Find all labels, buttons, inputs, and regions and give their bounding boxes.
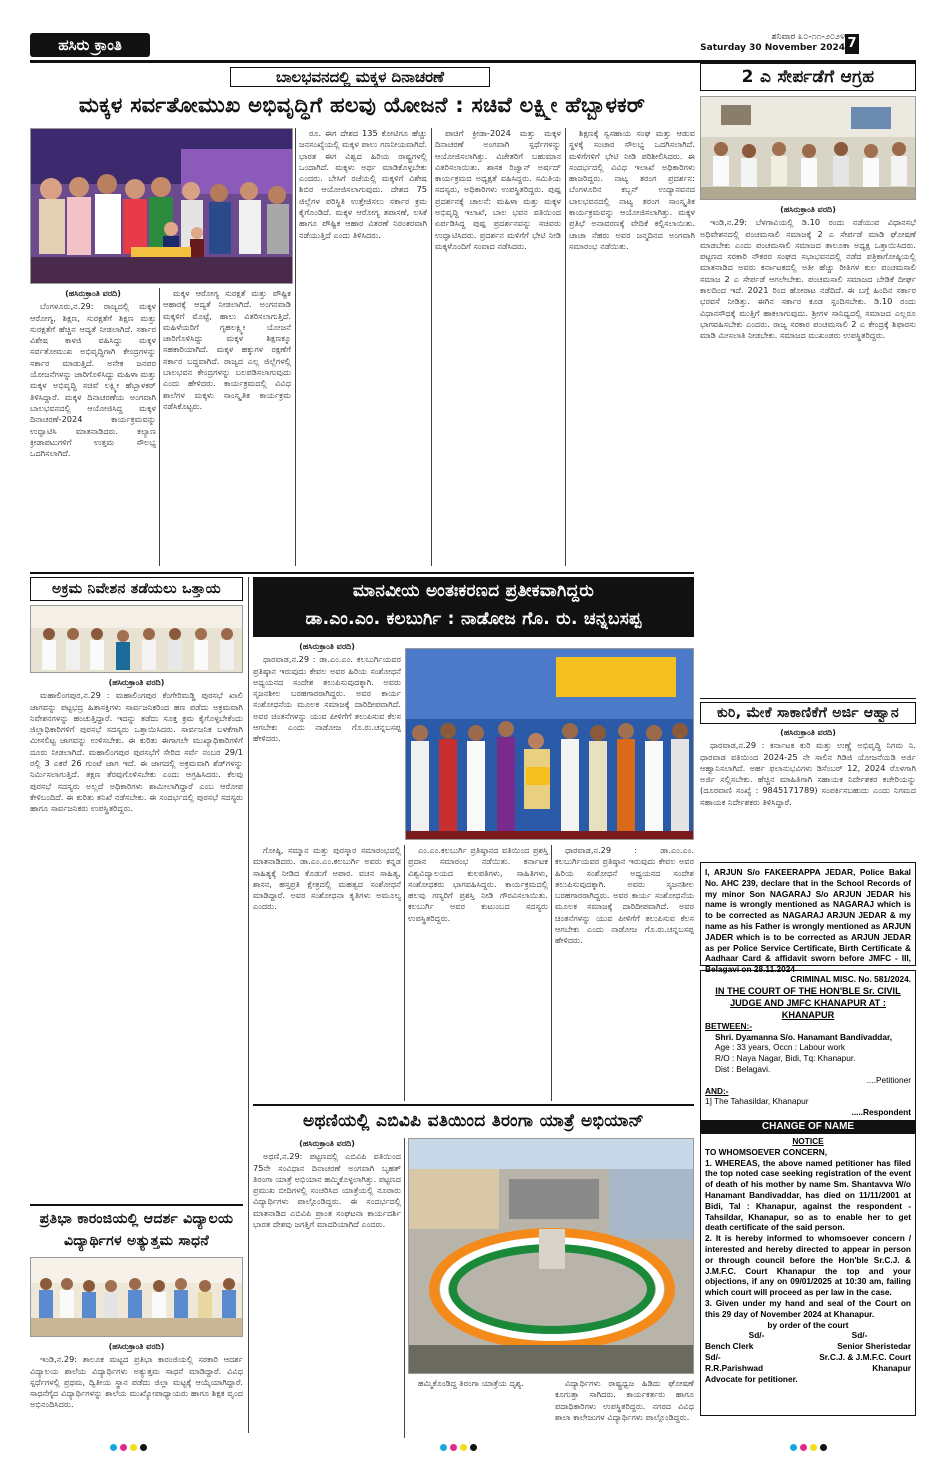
notice-title: NOTICE <box>792 1135 824 1146</box>
talent-photo <box>30 1257 243 1337</box>
notice-to: TO WHOMSOEVER CONCERN, <box>705 1146 828 1157</box>
cyan-dot <box>790 1444 797 1451</box>
magenta-dot <box>450 1444 457 1451</box>
cmyk-dots-center <box>440 1444 477 1451</box>
kalburgi-photo <box>405 648 694 840</box>
respondent-name: 1] The Tahasildar, Khanapur <box>705 1096 809 1107</box>
lead-headline: ಮಕ್ಕಳ ಸರ್ವತೋಮುಖ ಅಭಿವೃದ್ಧಿಗೆ ಹಲವು ಯೋಜನೆ : ಸಚಿವೆ ಲಕ್ಷ್ಮೀ ಹೆಬ್ಬಾಳಕರ್ <box>78 93 646 117</box>
cyan-dot <box>110 1444 117 1451</box>
advocate-label: Advocate for petitioner. <box>705 1373 798 1384</box>
column-rule <box>248 577 249 1433</box>
signatures-row-4 <box>705 1363 911 1374</box>
page-number: 7 <box>845 34 859 54</box>
kalburgi-body-col2 <box>408 845 548 1101</box>
kalburgi-col3-text: ಎಂ.ಎಂ.ಕಲಬುರ್ಗಿ ಪ್ರತಿಷ್ಠಾನದ ವತಿಯಿಂದ ಪ್ರಶಸ್ತಿ ಪ್ರದಾನ ಸಮಾರಂಭ ನಡೆಯಿತು. ಕರ್ನಾಟಕ ವಿಶ್ವವಿದ್ಯಾಲಯದ ಕುಲಪತಿಗಳು, ಸಾಹಿತಿಗಳು, ಸಂಶೋಧಕರು ಭಾಗವಹಿಸಿದ್ದರು. ಕಾರ್ಯಕ್ರಮದಲ್ಲಿ ಹಲವು ಗಣ್ಯರಿಗೆ ಪ್ರಶಸ್ತಿ ನೀಡಿ ಗೌರವಿಸಲಾಯಿತು. ಕಲಬುರ್ಗಿ ಅವರ ಕುಟುಂಬದ ಸದಸ್ಯರು ಉಪಸ್ಥಿತರಿದ್ದರು. <box>408 845 548 923</box>
column-rule <box>295 128 296 566</box>
lead-body-col2 <box>163 288 291 566</box>
lead-body-col4 <box>435 128 561 566</box>
date-kannada: ಶನಿವಾರ ೩೦-೧೧-೨೦೨೪ <box>771 32 845 42</box>
tiranga-col1-text: ಅಥಣಿ,ನ.29: ಪಟ್ಟಣದಲ್ಲಿ ಎಬಿವಿಪಿ ವತಿಯಿಂದ 75ನೇ ಸಂವಿಧಾನ ದಿನಾಚರಣೆ ಅಂಗವಾಗಿ ಬೃಹತ್ ತಿರಂಗಾ ಯಾತ್ರೆ ಅಭಿಯಾನ ಹಮ್ಮಿಕೊಳ್ಳಲಾಗಿತ್ತು. ಪಟ್ಟಣದ ಪ್ರಮುಖ ಬೀದಿಗಳಲ್ಲಿ ಸಂಚರಿಸಿದ ಯಾತ್ರೆಯಲ್ಲಿ ನೂರಾರು ವಿದ್ಯಾರ್ಥಿಗಳು ಪಾಲ್ಗೊಂಡಿದ್ದರು. ಈ ಸಂದರ್ಭದಲ್ಲಿ ಮಾತನಾಡಿದ ಎಬಿವಿಪಿ ಪ್ರಾಂತ ಸಂಘಟನಾ ಕಾರ್ಯದರ್ಶಿ ಭಾರತ ದೇಶವು ಜಗತ್ತಿಗೆ ಮಾದರಿಯಾಗಿದೆ ಎಂದರು. <box>253 1151 401 1230</box>
cmyk-dots-right <box>790 1444 827 1451</box>
award-ceremony-image <box>406 649 694 840</box>
sign-1: Sd/- <box>748 1330 765 1341</box>
lead-kicker: ಬಾಲಭವನದಲ್ಲಿ ಮಕ್ಕಳ ದಿನಾಚರಣೆ <box>230 67 490 87</box>
grievance-headline: 2 ಎ ಸೇರ್ಪಡೆಗೆ ಆಗ್ರಹ <box>700 63 916 91</box>
sheep-credit: (ಹಸಿರುಕ್ರಾಂತಿ ವರದಿ) <box>780 728 836 737</box>
column-rule <box>404 845 405 1101</box>
grievance-photo <box>700 96 916 200</box>
grievance-credit: (ಹಸಿರುಕ್ರಾಂತಿ ವರದಿ) <box>780 205 836 214</box>
newspaper-brand: ಹಸಿರು ಕ್ರಾಂತಿ <box>30 33 150 57</box>
lead-credit: (ಹಸಿರುಕ್ರಾಂತಿ ವರದಿ) <box>65 289 121 298</box>
talent-body <box>30 1341 243 1433</box>
kalburgi-col3b-text: ಧಾರವಾಡ,ನ.29 : ಡಾ.ಎಂ.ಎಂ. ಕಲಬುರ್ಗಿಯವರ ಪ್ರತಿಷ್ಠಾನ ಇರುವುದು ಕೇವಲ ಅವರ ಹಿರಿಯ ಸಂಶೋಧನೆ ಅಧ್ಯಯನದ ಸಂದೇಶ ತಲುಪಿಸುವುದಕ್ಕಾಗಿ. ಅವರು ಸೃಜನಶೀಲ ಬರಹಗಾರರಾಗಿದ್ದರು. ಅವರ ಕಾರ್ಯ ಸಂಶೋಧನೆಯ ಮೂಲಕ ಸಮಾಜಕ್ಕೆ ದಾರಿದೀಪವಾಗಿದೆ. ಅವರ ಚಿಂತನೆಗಳನ್ನು ಯುವ ಪೀಳಿಗೆಗೆ ತಲುಪಿಸುವ ಕೆಲಸ ಆಗಬೇಕು ಎಂದು ನಾಡೋಜ ಗೊ.ರು.ಚನ್ನಬಸಪ್ಪ ಹೇಳಿದರು. <box>555 845 694 946</box>
court-title: IN THE COURT OF THE HON'BLE Sr. CIVIL JUDGE AND JMFC KHANAPUR AT : KHANAPUR <box>715 985 901 1020</box>
court-name: Sr.C.J. & J.M.F.C. Court <box>819 1351 911 1362</box>
grievance-text: ಇಂಡಿ,ನ.29: ಬೆಳಗಾವಿಯಲ್ಲಿ ಡಿ.10 ರಂದು ನಡೆಯುವ ವಿಧಾನಸಭೆ ಅಧಿವೇಶನದಲ್ಲಿ ಪಂಚಮಸಾಲಿ ಸಮಾಜಕ್ಕೆ 2 ಎ ಸೇರ್ಪಡೆ ಮಾಡಿ ಘೋಷಣೆ ಮಾಡಬೇಕು ಎಂದು ಪಂಚಮಸಾಲಿ ಸಮಾಜದ ತಾಲೂಕಾ ಅಧ್ಯಕ್ಷ ಒತ್ತಾಯಿಸಿದರು. ಪಟ್ಟಣದ ಸರಕಾರಿ ನೌಕರರ ಸಂಘದ ಸಭಾಭವನದಲ್ಲಿ ನಡೆದ ಪತ್ರಿಕಾಗೋಷ್ಠಿಯಲ್ಲಿ ಮಾತನಾಡಿದ ಅವರು ಕರ್ನಾಟಕದಲ್ಲಿ ಅತೀ ಹೆಚ್ಚು ರೀತಿಗಳ ಕುಲ ಪಂಚಮಸಾಲಿ ಸಮಾಜ 2 ಎ ಸೇರ್ಪಡೆ ಆಗಲೇಬೇಕು. ಪಂಚಮಸಾಲಿ ಸಮಾಜದ ಬೇಡಿಕೆ ದೀರ್ಘ ಕಾಲದಿಂದ ಇದೆ. 2021 ರಿಂದ ಹೋರಾಟ ನಡೆದಿದೆ. ಈ ಬಗ್ಗೆ ಹಿಂದಿನ ಸರ್ಕಾರ ಭರವಸೆ ನೀಡಿತ್ತು. ಈಗಿನ ಸರ್ಕಾರ ಕೂಡ ಸ್ಪಂದಿಸಬೇಕು. ಡಿ.10 ರಂದು ವಿಧಾನಸೌಧಕ್ಕೆ ಮುತ್ತಿಗೆ ಹಾಕಲಾಗುವುದು. ಶ್ರೀಗಳ ಸಾನಿಧ್ಯದಲ್ಲಿ ಸಮಾಜದ ಎಲ್ಲರೂ ಭಾಗವಹಿಸಬೇಕು ಎಂದರು. ರಾಜ್ಯ ಸರಕಾರ ಪಂಚಮಸಾಲಿ 2 ಎ ಕೇಂದ್ರಕ್ಕೆ ಶಿಫಾರಸು ಮಾಡಿ ಮೀಸಲಾತಿ ನೀಡಬೇಕು. ಸಮಾಜದ ಮುಖಂಡರು ಉಪಸ್ಥಿತರಿದ್ದರು. <box>700 217 916 341</box>
kalburgi-body-col3 <box>555 845 694 1101</box>
children-day-stage-image <box>31 129 293 284</box>
yellow-dot <box>460 1444 467 1451</box>
tiranga-col3-text: ವಿದ್ಯಾರ್ಥಿಗಳು ರಾಷ್ಟ್ರಧ್ವಜ ಹಿಡಿದು ಘೋಷಣೆ ಕೂಗುತ್ತಾ ಸಾಗಿದರು. ಕಾರ್ಯಕರ್ತರು ಹಾಗೂ ಪದಾಧಿಕಾರಿಗಳು ಉಪಸ್ಥಿತರಿದ್ದರು. ನಗರದ ವಿವಿಧ ಶಾಲಾ ಕಾಲೇಜುಗಳ ವಿದ್ಯಾರ್ಥಿಗಳು ಪಾಲ್ಗೊಂಡಿದ್ದರು. <box>555 1378 694 1422</box>
tiranga-rally-aerial-image <box>409 1139 694 1374</box>
column-rule <box>565 128 566 566</box>
talent-credit: (ಹಸಿರುಕ್ರಾಂತಿ ವರದಿ) <box>108 1342 165 1351</box>
advocate-name: R.R.Parishwad <box>705 1362 764 1373</box>
lead-body-col3 <box>299 128 427 566</box>
lead-col2-text: ಮಕ್ಕಳ ಆರೋಗ್ಯ ಸುರಕ್ಷತೆ ಮತ್ತು ಪೌಷ್ಟಿಕ ಆಹಾರಕ್ಕೆ ಆದ್ಯತೆ ನೀಡಲಾಗಿದೆ. ಅಂಗನವಾಡಿ ಮಕ್ಕಳಿಗೆ ಮೊಟ್ಟೆ, ಹಾಲು ವಿತರಿಸಲಾಗುತ್ತಿದೆ. ಮಹಿಳೆಯರಿಗೆ ಗೃಹಲಕ್ಷ್ಮೀ ಯೋಜನೆ ಜಾರಿಗೊಳಿಸಿದ್ದು ಮಕ್ಕಳ ಶಿಕ್ಷಣಕ್ಕೂ ಸಹಕಾರಿಯಾಗಿದೆ. ಮಕ್ಕಳ ಹಕ್ಕುಗಳ ರಕ್ಷಣೆಗೆ ಸರ್ಕಾರ ಬದ್ಧವಾಗಿದೆ. ರಾಜ್ಯದ ಎಲ್ಲ ಜಿಲ್ಲೆಗಳಲ್ಲಿ ಬಾಲಭವನ ಕೇಂದ್ರಗಳನ್ನು ಬಲಪಡಿಸಲಾಗುವುದು ಎಂದು ಹೇಳಿದರು. ಕಾರ್ಯಕ್ರಮದಲ್ಲಿ ವಿವಿಧ ಶಾಲೆಗಳ ಮಕ್ಕಳು ಸಾಂಸ್ಕೃತಿಕ ಕಾರ್ಯಕ್ರಮ ನಡೆಸಿಕೊಟ್ಟರು. <box>163 288 291 411</box>
kalburgi-headline-1: ಮಾನವೀಯ ಅಂತಃಕರಣದ ಪ್ರತೀಕವಾಗಿದ್ದರು <box>352 581 595 601</box>
lead-photo <box>30 128 293 284</box>
date-english: Saturday 30 November 2024 <box>700 43 845 53</box>
lead-col4-text: ಪಾಚಿಗೆ ಕ್ರೀಡಾ-2024 ಮತ್ತು ಮಕ್ಕಳ ದಿನಾಚರಣೆ ಅಂಗವಾಗಿ ಸ್ಪರ್ಧೆಗಳನ್ನು ಆಯೋಜಿಸಲಾಗಿತ್ತು. ವಿಜೇತರಿಗೆ ಬಹುಮಾನ ವಿತರಿಸಲಾಯಿತು. ಶಾಸಕ ರಿಜ್ವಾನ್ ಅರ್ಷದ್ ಕಾರ್ಯಕ್ರಮದ ಅಧ್ಯಕ್ಷತೆ ವಹಿಸಿದ್ದರು. ಸಮಿತಿಯ ಸದಸ್ಯರು, ಅಧಿಕಾರಿಗಳು ಉಪಸ್ಥಿತರಿದ್ದರು. ಪುಷ್ಪ ಪ್ರದರ್ಶನಕ್ಕೆ ಚಾಲನೆ: ಮಹಿಳಾ ಮತ್ತು ಮಕ್ಕಳ ಅಭಿವೃದ್ಧಿ ಇಲಾಖೆ, ಬಾಲ ಭವನ ವತಿಯಿಂದ ಏರ್ಪಡಿಸಿದ್ದ ಪುಷ್ಪ ಪ್ರದರ್ಶನವನ್ನು ಸಚಿವರು ಉದ್ಘಾಟಿಸಿದರು. ಪ್ರದರ್ಶನ ಮಳಿಗೆಗೆ ಭೇಟಿ ನೀಡಿ ಮಕ್ಕಳೊಂದಿಗೆ ಸಂವಾದ ನಡೆಸಿದರು. <box>435 128 561 251</box>
talent-text: ಇಂಡಿ,ನ.29: ತಾಲೂಕ ಮಟ್ಟದ ಪ್ರತಿಭಾ ಕಾರಂಜಿಯಲ್ಲಿ ಸರಕಾರಿ ಆದರ್ಶ ವಿದ್ಯಾಲಯ ಶಾಲೆಯ ವಿದ್ಯಾರ್ಥಿಗಳು ಅತ್ಯುತ್ತಮ ಸಾಧನೆ ಮಾಡಿದ್ದಾರೆ. ವಿವಿಧ ಸ್ಪರ್ಧೆಗಳಲ್ಲಿ ಪ್ರಥಮ, ದ್ವಿತೀಯ ಸ್ಥಾನ ಪಡೆದು ಜಿಲ್ಲಾ ಮಟ್ಟಕ್ಕೆ ಆಯ್ಕೆಯಾಗಿದ್ದಾರೆ. ಸಾಧನೆಗೈದ ವಿದ್ಯಾರ್ಥಿಗಳನ್ನು ಶಾಲೆಯ ಮುಖ್ಯೋಪಾಧ್ಯಾಯರು ಹಾಗೂ ಶಿಕ್ಷಕ ವೃಂದ ಅಭಿನಂದಿಸಿದರು. <box>30 1354 243 1410</box>
kalburgi-body-col1b <box>253 845 401 1101</box>
delegation-image <box>31 606 243 673</box>
tiranga-credit: (ಹಸಿರುಕ್ರಾಂತಿ ವರದಿ) <box>299 1139 355 1148</box>
talent-headline: ಪ್ರತಿಭಾ ಕಾರಂಜಿಯಲ್ಲಿ ಆದರ್ಶ ವಿದ್ಯಾಲಯ ವಿದ್ಯಾರ್ಥಿಗಳ ಅತ್ಯುತ್ತಮ ಸಾಧನೆ <box>39 1211 234 1249</box>
tiranga-body-col1 <box>253 1138 401 1438</box>
lead-col5-text: ಶಿಕ್ಷಣಕ್ಕೆ ಸ್ವಸಹಾಯ ಸಂಘ ಮತ್ತು ಆಡುವ ಸ್ಥಳಕ್ಕೆ ಸಂಚಾರ ಸೌಲಭ್ಯ ಒದಗಿಸಲಾಗಿದೆ. ಮಳಿಗೆಗಳಿಗೆ ಭೇಟಿ ನೀಡಿ ಪರಿಶೀಲಿಸಿದರು. ಈ ಸಂದರ್ಭದಲ್ಲಿ ವಿವಿಧ ಇಲಾಖೆ ಅಧಿಕಾರಿಗಳು ಹಾಜರಿದ್ದರು. ನಾಟ್ಯ ತರಂಗ ಪ್ರದರ್ಶನ: ಬೆಂಗಳೂರಿನ ಕಬ್ಬನ್ ಉದ್ಯಾನವನದ ಬಾಲಭವನದಲ್ಲಿ ನಾಟ್ಯ ತರಂಗ ಸಾಂಸ್ಕೃತಿಕ ಕಾರ್ಯಕ್ರಮವನ್ನು ಆಯೋಜಿಸಲಾಗಿತ್ತು. ಮಕ್ಕಳ ಪ್ರತಿಭೆ ಅನಾವರಣಕ್ಕೆ ವೇದಿಕೆ ಕಲ್ಪಿಸಲಾಯಿತು. ಚಾಚಾ ನೆಹರು ಅವರ ಜನ್ಮದಿನದ ಅಂಗವಾಗಿ ಸಮಾರಂಭ ನಡೆಯಿತು. <box>569 128 695 251</box>
tiranga-body-col2 <box>408 1378 548 1434</box>
column-rule <box>431 128 432 566</box>
change-of-name-text: I, ARJUN S/o FAKEERAPPA JEDAR, Police Bakal No. AHC 239, declare that in the School Records of my minor Son NAGARAJ S/o ARJUN JEDAR his name is wrongly mentioned as NAGARAJ which is to be corrected as NAGARAJ ARJUN JEDAR & my name as his Father is wrongly mentioned as ARJUN JADER which is to be corrected as ARJUN JEDAR as per Police Service Certificate, Birth Certificate & Aadhaar Card & affidavit sworn before JMFC - III, Belagavi on 28.11.2024 <box>705 867 911 975</box>
notice-para-3: 3. Given under my hand and seal of the Court on this 29 day of November 2024 at Khanapur. <box>705 1297 911 1319</box>
yellow-dot <box>810 1444 817 1451</box>
petitioner-age: Age : 33 years, Occn : Labour work <box>715 1042 846 1053</box>
column-rule <box>551 845 552 1101</box>
encroach-photo <box>30 605 243 673</box>
signatures-row-2 <box>705 1341 911 1352</box>
kalburgi-col1-text: ಧಾರವಾಡ,ನ.29 : ಡಾ.ಎಂ.ಎಂ. ಕಲಬುರ್ಗಿಯವರ ಪ್ರತಿಷ್ಠಾನ ಇರುವುದು ಕೇವಲ ಅವರ ಹಿರಿಯ ಸಂಶೋಧನೆ ಅಧ್ಯಯನದ ಸಂದೇಶ ತಲುಪಿಸುವುದಕ್ಕಾಗಿ. ಅವರು ಸೃಜನಶೀಲ ಬರಹಗಾರರಾಗಿದ್ದರು. ಅವರ ಕಾರ್ಯ ಸಂಶೋಧನೆಯ ಮೂಲಕ ಸಮಾಜಕ್ಕೆ ದಾರಿದೀಪವಾಗಿದೆ. ಅವರ ಚಿಂತನೆಗಳನ್ನು ಯುವ ಪೀಳಿಗೆಗೆ ತಲುಪಿಸುವ ಕೆಲಸ ಆಗಬೇಕು ಎಂದು ನಾಡೋಜ ಗೊ.ರು.ಚನ್ನಬಸಪ್ಪ ಹೇಳಿದರು. <box>253 654 401 744</box>
section-rule <box>253 1104 694 1106</box>
respondent-label: .....Respondent <box>851 1107 911 1118</box>
encroach-headline: ಅಕ್ರಮ ನಿವೇಶನ ತಡೆಯಲು ಒತ್ತಾಯ <box>30 577 243 601</box>
lead-body-col5 <box>569 128 695 566</box>
section-rule <box>30 1204 243 1206</box>
signatures-row-3 <box>705 1352 911 1363</box>
students-group-image <box>31 1258 243 1337</box>
encroach-credit: (ಹಸಿರುಕ್ರಾಂತಿ ವರದಿ) <box>108 678 165 687</box>
sheep-text: ಧಾರವಾಡ,ನ.29 : ಕರ್ನಾಟಕ ಕುರಿ ಮತ್ತು ಉಣ್ಣೆ ಅಭಿವೃದ್ಧಿ ನಿಗಮ ನಿ. ಧಾರವಾಡ ವತಿಯಿಂದ 2024-25 ನೇ ಸಾಲಿನ ಗಿಡಿಜಿ ಯೋಜನೆಯಡಿ ಅರ್ಜಿ ಆಹ್ವಾನಿಸಲಾಗಿದೆ. ಅರ್ಹ ಫಲಾನುಭವಿಗಳು ಡಿಸೆಂಬರ್ 12, 2024 ರೊಳಗಾಗಿ ಅರ್ಜಿ ಸಲ್ಲಿಸಬೇಕು. ಹೆಚ್ಚಿನ ಮಾಹಿತಿಗಾಗಿ ಸಹಾಯಕ ನಿರ್ದೇಶಕರ ಕಚೇರಿಯನ್ನು (ದೂರವಾಣಿ ಸಂಖ್ಯೆ : 9845171789) ಸಂಪರ್ಕಿಸಬಹುದು ಎಂದು ನಿಗಮದ ಸಹಾಯಕ ನಿರ್ದೇಶಕರು ತಿಳಿಸಿದ್ದಾರೆ. <box>700 740 916 807</box>
cmyk-dots-left <box>110 1444 147 1451</box>
cyan-dot <box>440 1444 447 1451</box>
lead-col3-text: ರೂ. ಈಗ ದೇಶದ 135 ಕೋಟಿಗೂ ಹೆಚ್ಚು ಜನಸಂಖ್ಯೆಯಲ್ಲಿ ಮಕ್ಕಳ ಪಾಲು ಗಣನೀಯವಾಗಿದೆ. ಭಾರತ ಈಗ ವಿಶ್ವದ ಹಿರಿಯ ರಾಷ್ಟ್ರಗಳಲ್ಲಿ ಒಂದಾಗಿದೆ. ಮಕ್ಕಳು ಅರ್ಥ ಮಾಡಿಕೊಳ್ಳಬೇಕು ಎಂದರು. ಬೇಸಿಗೆ ರಜೆಯಲ್ಲಿ ಮಕ್ಕಳಿಗೆ ವಿಶೇಷ ಶಿಬಿರ ಆಯೋಜಿಸಲಾಗುವುದು. ದೇಶದ 75 ಜಿಲ್ಲೆಗಳ ಪರಿಸ್ಥಿತಿ ಉತ್ತೇಜಿಸಲು ಸರ್ಕಾರ ಕ್ರಮ ಕೈಗೊಂಡಿದೆ. ಮಕ್ಕಳ ಆರೋಗ್ಯ ತಪಾಸಣೆ, ಲಸಿಕೆ ಹಾಗೂ ಪೌಷ್ಟಿಕ ಆಹಾರ ವಿತರಣೆ ನಿರಂತರವಾಗಿ ನಡೆಯುತ್ತಿದೆ ಎಂದು ತಿಳಿಸಿದರು. <box>299 128 427 240</box>
tiranga-photo <box>408 1138 694 1374</box>
tiranga-body-col3 <box>555 1378 694 1434</box>
dateline <box>700 32 845 54</box>
court-place: Khanapur <box>872 1362 911 1373</box>
kalburgi-credit: (ಹಸಿರುಕ್ರಾಂತಿ ವರದಿ) <box>299 642 355 651</box>
magenta-dot <box>800 1444 807 1451</box>
kalburgi-headline-2: ಡಾ.ಎಂ.ಎಂ. ಕಲಬುರ್ಗಿ : ನಾಡೋಜ ಗೊ. ರು. ಚನ್ನಬಸಪ್ಪ <box>305 609 642 629</box>
change-of-name-banner: CHANGE OF NAME <box>701 1120 915 1134</box>
black-dot <box>470 1444 477 1451</box>
meeting-hall-image <box>701 97 916 200</box>
encroach-text: ಮಹಾಲಿಂಗಪುರ,ನ.29 : ಮಹಾಲಿಂಗಪುರ ಕೆಂಗೇರಿಮಡ್ಡಿ ಪುರಸಭೆ ಖಾಲಿ ಜಾಗವನ್ನು ಪಟ್ಟಭದ್ರ ಹಿತಾಸಕ್ತಿಗಳು ಸಾರ್ವಜನಿಕರಿಂದ ಹಣ ಪಡೆದು ಅಕ್ರಮವಾಗಿ ನಿವೇಶನಗಳನ್ನು ಹಂಚುತ್ತಿದ್ದಾರೆ. ಇದನ್ನು ತಡೆದು ಸೂಕ್ತ ಕ್ರಮ ಕೈಗೊಳ್ಳಬೇಕೆಂದು ಜಿಲ್ಲಾಧಿಕಾರಿಗಳಿಗೆ ಪುರಸಭೆ ಸದಸ್ಯರು ಒತ್ತಾಯಿಸಿದರು. ಸಾರ್ವಜನಿಕ ಬಳಕೆಗಾಗಿ ಮೀಸಲಿಟ್ಟ ಜಾಗವನ್ನು ಉಳಿಸಬೇಕು. ಈ ಕುರಿತು ಈಗಾಗಲೇ ಮುಖ್ಯಾಧಿಕಾರಿಗಳಿಗೆ ದೂರು ನೀಡಲಾಗಿದೆ. ಮಹಾಲಿಂಗಪುರ ಪುರಸಭೆಗೆ ಸೇರಿದ ಸರ್ವೆ ನಂಬರ 29/1 ರಲ್ಲಿ 3 ಎಕರೆ 26 ಗುಂಟೆ ಜಾಗ ಇದೆ. ಈ ಜಾಗದಲ್ಲಿ ಅಕ್ರಮವಾಗಿ ಶೆಡ್‌ಗಳನ್ನು ನಿರ್ಮಿಸಲಾಗುತ್ತಿದೆ. ತಕ್ಷಣ ತೆರವುಗೊಳಿಸಬೇಕು ಎಂದು ಆಗ್ರಹಿಸಿದರು. ಕೆಲವು ಪುರಸಭೆ ಸದಸ್ಯರು ಅಲ್ಲದೆ ಅಧಿಕಾರಿಗಳು ಶಾಮೀಲಾಗಿದ್ದಾರೆ ಎಂಬ ಆರೋಪ ಕೇಳಿಬಂದಿದೆ. ಈ ಕುರಿತು ತನಿಖೆ ನಡೆಸಬೇಕು. ಈ ಸಂದರ್ಭದಲ್ಲಿ ಪುರಸಭೆ ಸದಸ್ಯರು ಹಾಗೂ ಸಾರ್ವಜನಿಕರು ಉಪಸ್ಥಿತರಿದ್ದರು. <box>30 690 243 814</box>
tiranga-headline: ಅಥಣಿಯಲ್ಲಿ ಎಬಿವಿಪಿ ವತಿಯಿಂದ ತಿರಂಗಾ ಯಾತ್ರೆ ಅಭಿಯಾನ್ <box>302 1111 644 1131</box>
sheep-body <box>700 727 916 857</box>
section-rule <box>30 572 694 574</box>
magenta-dot <box>120 1444 127 1451</box>
kalburgi-headline-band <box>253 577 694 637</box>
senior-sheristedar: Senior Sheristedar <box>837 1341 911 1352</box>
notice-para-1: 1. WHEREAS, the above named petitioner has filed the top noted case seeking registration of the event of death of his mother by name Sm. Shantavva W/o Hanamant Bandivaddar, has died on 11/11/2001 at Bidi, Tal : Khanapur, against the respondent - Tahsildar, Khanapur, so as to enable her to get death certificate of the said person. <box>705 1157 911 1233</box>
between-label: BETWEEN:- <box>705 1020 753 1031</box>
bench-clerk: Bench Clerk <box>705 1341 754 1352</box>
column-rule <box>404 1138 405 1438</box>
column-rule <box>159 288 160 566</box>
change-of-name-ad <box>700 862 916 975</box>
case-number: CRIMINAL MISC. No. 581/2024. <box>790 974 911 984</box>
tiranga-caption: ಹಮ್ಮಿಕೊಂಡಿದ್ದ ತಿರಂಗಾ ಯಾತ್ರೆಯ ದೃಶ್ಯ. <box>418 1378 524 1388</box>
sign-2: Sd/- <box>851 1330 868 1341</box>
petitioner-district: Dist : Belagavi. <box>715 1063 771 1074</box>
petitioner-address: R/O : Naya Nagar, Bidi, Tq: Khanapur. <box>715 1053 856 1064</box>
order-line: by order of the court <box>767 1319 849 1330</box>
black-dot <box>820 1444 827 1451</box>
sheep-headline: ಕುರಿ, ಮೇಕೆ ಸಾಕಾಣಿಕೆಗೆ ಅರ್ಜಿ ಆಹ್ವಾನ <box>700 702 916 724</box>
yellow-dot <box>130 1444 137 1451</box>
kalburgi-col2-text: ಗೋಷ್ಠಿ, ಸಮ್ಮಾನ ಮತ್ತು ಪುರಸ್ಕಾರ ಸಮಾರಂಭದಲ್ಲಿ ಮಾತನಾಡಿದರು. ಡಾ.ಎಂ.ಎಂ.ಕಲಬುರ್ಗಿ ಅವರು ಕನ್ನಡ ಸಾಹಿತ್ಯಕ್ಕೆ ನೀಡಿದ ಕೊಡುಗೆ ಅಪಾರ. ವಚನ ಸಾಹಿತ್ಯ, ಶಾಸನ, ಹಸ್ತಪ್ರತಿ ಕ್ಷೇತ್ರದಲ್ಲಿ ಮಹತ್ವದ ಸಂಶೋಧನೆ ಮಾಡಿದ್ದಾರೆ. ಅವರ ಸಂಶೋಧನಾ ಕೃತಿಗಳು ಅಮೂಲ್ಯ ಎಂದರು. <box>253 845 401 912</box>
court-notice <box>700 970 916 1416</box>
lead-col1-text: ಬೆಂಗಳೂರು,ನ.29: ರಾಜ್ಯದಲ್ಲಿ ಮಕ್ಕಳ ಆರೋಗ್ಯ, ಶಿಕ್ಷಣ, ಸುರಕ್ಷತೆಗೆ ಶಿಕ್ಷಣ ಮತ್ತು ಸುರಕ್ಷತೆಗೆ ಹೆಚ್ಚಿನ ಆದ್ಯತೆ ನೀಡಲಾಗಿದೆ. ಸರ್ಕಾರ ವಿಶೇಷ ಕಾಳಜಿ ವಹಿಸಿದ್ದು ಮಕ್ಕಳ ಸರ್ವತೋಮುಖ ಅಭಿವೃದ್ಧಿಗಾಗಿ ಕೇಂದ್ರಗಳನ್ನು ಸರ್ಕಾರ ಮಾಡುತ್ತಿದೆ. ಅನೇಕ ಜನಪರ ಯೋಜನೆಗಳನ್ನು ಜಾರಿಗೊಳಿಸಿದ್ದು ಮಹಿಳಾ ಮತ್ತು ಮಕ್ಕಳ ಅಭಿವೃದ್ಧಿ ಸಚಿವೆ ಲಕ್ಷ್ಮೀ ಹೆಬ್ಬಾಳಕರ್ ತಿಳಿಸಿದ್ದಾರೆ. ಮಕ್ಕಳ ದಿನಾಚರಣೆಯ ಅಂಗವಾಗಿ ಬಾಲಭವನದಲ್ಲಿ ಆಯೋಜಿಸಿದ್ದ ಮಕ್ಕಳ ದಿನಾಚರಣೆ-2024 ಕಾರ್ಯಕ್ರಮವನ್ನು ಉದ್ಘಾಟಿಸಿ ಮಾತನಾಡಿದರು. ಕಲ್ಯಾಣ ಕ್ರೀಡಾಪಟುಗಳಿಗೆ ಉತ್ತಮ ಸೌಲಭ್ಯ ಒದಗಿಸಲಾಗಿದೆ. <box>30 301 156 459</box>
encroach-body <box>30 677 243 1199</box>
petitioner-name: Shri. Dyamanna S/o. Hanamant Bandivaddar, <box>715 1031 893 1042</box>
and-label: AND:- <box>705 1085 729 1096</box>
black-dot <box>140 1444 147 1451</box>
kalburgi-body-col1 <box>253 641 401 837</box>
notice-para-2: 2. It is hereby informed to whomsoever concern / interested and hereby directed to appear in person or through council before the Hon'ble Sr.C.J. & J.M.F.C. Court Khanapur the top and your objections, if any on 09/01/2025 at 10:30 am, failing which court will proceed as per law in the case. <box>705 1233 911 1298</box>
section-rule <box>700 698 916 699</box>
petitioner-label: ....Petitioner <box>866 1074 911 1085</box>
grievance-body <box>700 204 916 666</box>
lead-body-col1 <box>30 288 156 566</box>
sign-3: Sd/- <box>705 1351 721 1362</box>
signatures-row-1 <box>705 1330 911 1341</box>
